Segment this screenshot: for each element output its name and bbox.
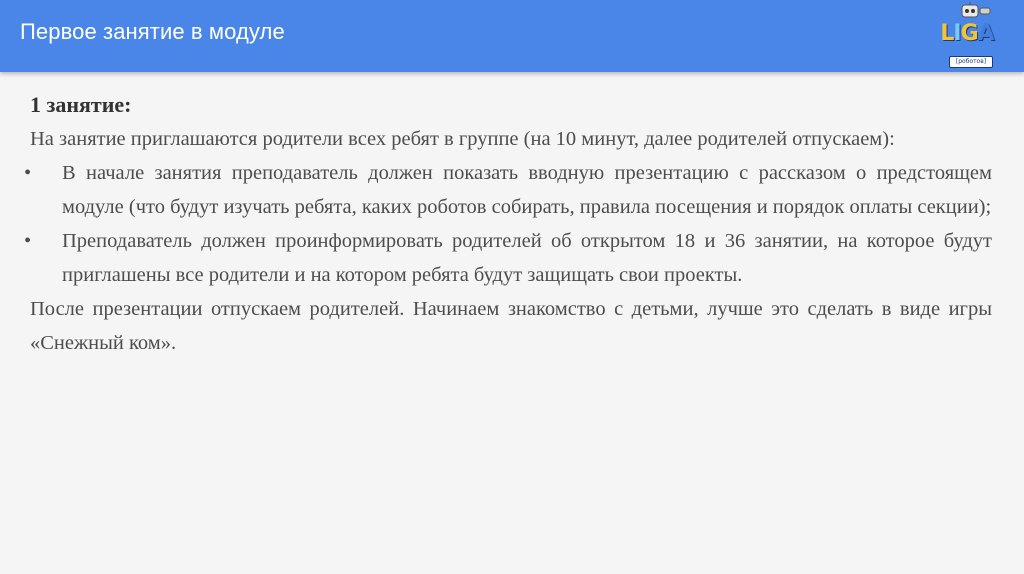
bullet-icon: • (24, 162, 32, 184)
slide-header (0, 0, 1024, 72)
logo-letter: L (940, 20, 954, 46)
slide-body (24, 88, 992, 360)
list-item (24, 224, 992, 292)
logo-letter: I (953, 20, 961, 46)
list-item-text: Преподаватель должен проинформировать родителей об открытом 18 и 36 занятии, на которое будут приглашены все родители и на котором ребята будут защищать свои проекты. (62, 230, 992, 286)
logo-letter: G (960, 20, 978, 46)
lesson-heading: 1 занятие: (30, 92, 132, 117)
outro-paragraph: После презентации отпускаем родителей. Начинаем знакомство с детьми, лучше это сделать в виде игры «Снежный ком». (30, 298, 992, 354)
slide-title: Первое занятие в модуле (20, 19, 285, 44)
list-item (24, 156, 992, 224)
bullet-list (24, 156, 992, 292)
logo-subtext: [роботов] (949, 56, 993, 68)
logo-wordmark (932, 16, 1002, 50)
robot-logo-icon (930, 2, 1002, 68)
list-item-text: В начале занятия преподаватель должен показать вводную презентацию с рассказом о предстоящем модуле (что будут изучать ребята, каких роботов собирать, правила посещения и порядок оплаты секции); (62, 162, 992, 218)
bullet-icon: • (24, 230, 32, 252)
logo-letter: A (977, 20, 994, 46)
intro-paragraph: На занятие приглашаются родители всех ребят в группе (на 10 минут, далее родителей отпускаем): (30, 128, 895, 150)
